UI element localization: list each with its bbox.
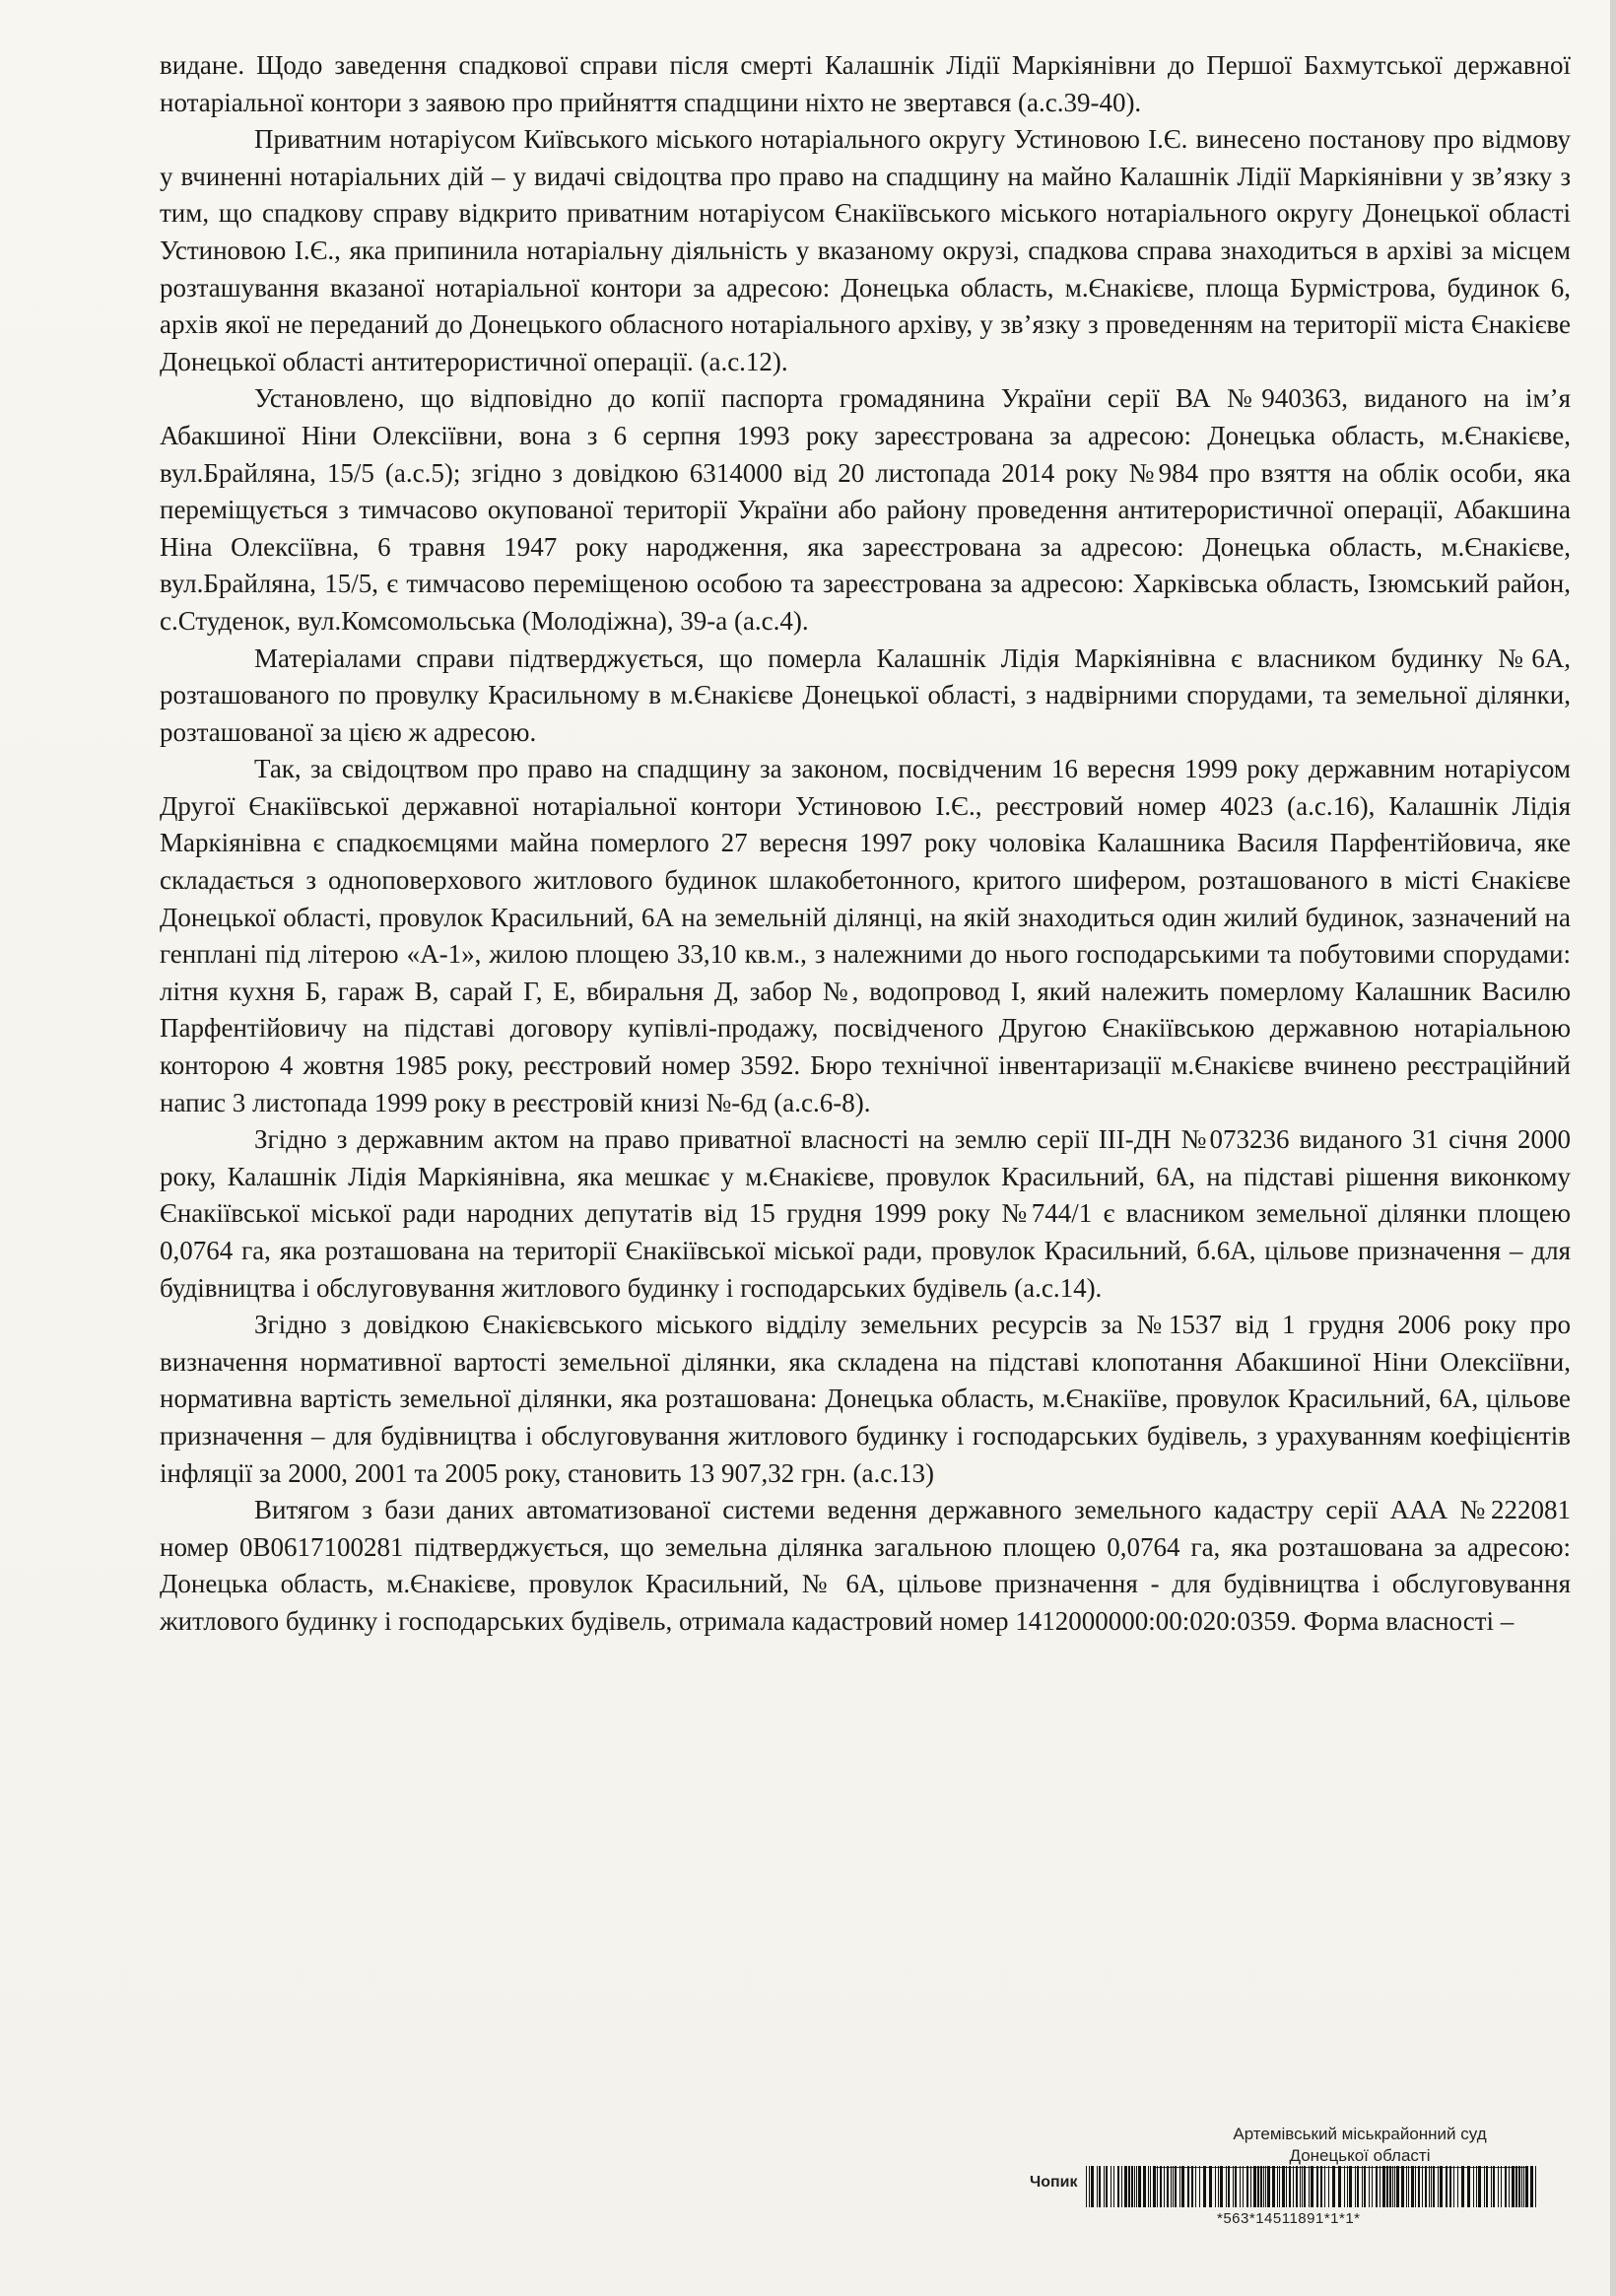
barcode-bar — [1382, 2166, 1385, 2207]
barcode-bar — [1246, 2166, 1248, 2207]
barcode-bar — [1332, 2166, 1335, 2207]
barcode-bar — [1164, 2166, 1165, 2207]
barcode-bar — [1235, 2166, 1237, 2207]
barcode-bar — [1461, 2166, 1464, 2207]
barcode-bar — [1535, 2166, 1536, 2207]
barcode-bar — [1406, 2166, 1407, 2207]
barcode-bar — [1097, 2166, 1098, 2207]
barcode-bar — [1418, 2166, 1420, 2207]
barcode-bar — [1282, 2166, 1285, 2207]
court-region-line: Донецької області — [1289, 2146, 1431, 2165]
court-name — [1197, 2124, 1522, 2167]
barcode-bar — [1257, 2166, 1259, 2207]
barcode-bar — [1491, 2166, 1492, 2207]
paragraph: Так, за свідоцтвом про право на спадщину за законом, посвідченим 16 вересня 1999 року державним нотаріусом Другої Єнакіївської державної нотаріальної контори Устиновою І.Є., реєстровий номер 4023 (а.с.16), Калашнік Лідія Маркіянівна є спадкоємцями майна померлого 27 вересня 1997 року чоловіка Калашника Василя Парфентійовича, яке складається з одноповерхового житлового будинок шлакобетонного, критого шифером, розташованого в місті Єнакієве Донецької області, провулок Красильний, 6А на земельній ділянці, на якій знаходиться один жилий будинок, зазначений на генплані під літерою «А-1», жилою площею 33,10 кв.м., з належними до нього господарськими та побутовими спорудами: літня кухня Б, гараж В, сарай Г, Е, вбиральня Д, забор №, водопровод І, який належить померлому Калашник Василю Парфентійовичу на підставі договору купівлі-продажу, посвідченого Другою Єнакіївською державною нотаріальною конторою 4 жовтня 1985 року, реєстровий номер 3592. Бюро технічної інвентаризації м.Єнакієве вчинено реєстраційний напис 3 листопада 1999 року в реєстровій книзі №-6д (а.с.6-8). — [160, 754, 1571, 1117]
barcode-bar — [1128, 2166, 1130, 2207]
barcode-bar — [1362, 2166, 1363, 2207]
barcode-bar — [1433, 2166, 1435, 2207]
barcode — [1086, 2166, 1537, 2207]
barcode-bar — [1484, 2166, 1485, 2207]
barcode-bar — [1392, 2166, 1393, 2207]
barcode-bar — [1233, 2166, 1234, 2207]
barcode-bar — [1191, 2166, 1193, 2207]
barcode-bar — [1157, 2166, 1158, 2207]
barcode-bar — [1369, 2166, 1370, 2207]
barcode-bar — [1523, 2166, 1524, 2207]
barcode-bar — [1293, 2166, 1294, 2207]
paragraph: видане. Щодо заведення спадкової справи після смерті Калашнік Лідії Маркіянівни до Першої Бахмутської державної нотаріальної контори з заявою про прийняття спадщини ніхто не звертався (а.с.39-40). — [160, 50, 1571, 117]
barcode-bar — [1422, 2166, 1423, 2207]
barcode-bar — [1376, 2166, 1378, 2207]
barcode-bar — [1220, 2166, 1223, 2207]
barcode-bar — [1113, 2166, 1114, 2207]
barcode-bar — [1401, 2166, 1404, 2207]
barcode-bar — [1134, 2166, 1135, 2207]
barcode-bar — [1300, 2166, 1301, 2207]
barcode-bar — [1347, 2166, 1348, 2207]
barcode-bar — [1106, 2166, 1108, 2207]
barcode-bar — [1438, 2166, 1439, 2207]
barcode-bar — [1296, 2166, 1298, 2207]
barcode-bar — [1277, 2166, 1278, 2207]
barcode-bar — [1509, 2166, 1510, 2207]
barcode-bar — [1530, 2166, 1533, 2207]
barcode-bar — [1525, 2166, 1528, 2207]
barcode-bar — [1429, 2166, 1430, 2207]
barcode-bar — [1086, 2166, 1087, 2207]
barcode-bar — [1260, 2166, 1262, 2207]
barcode-bar — [1286, 2166, 1287, 2207]
barcode-bar — [1265, 2166, 1266, 2207]
barcode-bar — [1215, 2166, 1216, 2207]
barcode-bar — [1117, 2166, 1119, 2207]
barcode-bar — [1364, 2166, 1366, 2207]
barcode-bar — [1175, 2166, 1177, 2207]
barcode-bar — [1440, 2166, 1443, 2207]
barcode-bar — [1089, 2166, 1090, 2207]
barcode-bar — [1518, 2166, 1520, 2207]
barcode-number: *563*14511891*1*1* — [1217, 2210, 1361, 2227]
barcode-bar — [1408, 2166, 1409, 2207]
barcode-bar — [1240, 2166, 1241, 2207]
barcode-bar — [1104, 2166, 1105, 2207]
barcode-bar — [1394, 2166, 1395, 2207]
court-name-line: Артемівський міськрайонний суд — [1233, 2125, 1487, 2143]
barcode-bar — [1099, 2166, 1101, 2207]
barcode-bar — [1160, 2166, 1162, 2207]
barcode-bar — [1493, 2166, 1495, 2207]
barcode-bar — [1316, 2166, 1318, 2207]
barcode-bar — [1349, 2166, 1352, 2207]
barcode-bar — [1473, 2166, 1474, 2207]
page-edge — [1610, 0, 1616, 2296]
barcode-bar — [1453, 2166, 1454, 2207]
barcode-bar — [1228, 2166, 1230, 2207]
barcode-bar — [1512, 2166, 1515, 2207]
barcode-bar — [1431, 2166, 1432, 2207]
barcode-bar — [1396, 2166, 1399, 2207]
barcode-bar — [1425, 2166, 1427, 2207]
barcode-bar — [1467, 2166, 1470, 2207]
barcode-bar — [1411, 2166, 1414, 2207]
barcode-bar — [1324, 2166, 1325, 2207]
barcode-bar — [1515, 2166, 1517, 2207]
court-stamp-footer — [1025, 2124, 1537, 2281]
barcode-bar — [1148, 2166, 1149, 2207]
barcode-bar — [1521, 2166, 1522, 2207]
barcode-bar — [1304, 2166, 1306, 2207]
barcode-bar — [1150, 2166, 1151, 2207]
barcode-bar — [1187, 2166, 1189, 2207]
barcode-bar — [1476, 2166, 1477, 2207]
paragraph: Установлено, що відповідно до копії паспорта громадянина України серії ВА №940363, виданого на ім’я Абакшиної Ніни Олексіївни, вона з 6 серпня 1993 року зареєстрована за адресою: Донецька область, м.Єнакієве, вул.Брайляна, 15/5 (а.с.5); згідно з довідкою 6314000 від 20 листопада 2014 року №984 про взяття на облік особи, яка переміщується з тимчасово окупованої території України або району проведення антитерористичної операції, Абакшина Ніна Олексіївна, 6 травня 1947 року народження, яка зареєстрована за адресою: Донецька область, м.Єнакієве, вул.Брайляна, 15/5, є тимчасово переміщеною особою та зареєстрована за адресою: Харківська область, Ізюмський район, с.Студенок, вул.Комсомольська (Молодіжна), 39-а (а.с.4). — [160, 383, 1571, 636]
barcode-bar — [1355, 2166, 1356, 2207]
barcode-bar — [1167, 2166, 1169, 2207]
barcode-bar — [1272, 2166, 1275, 2207]
barcode-bar — [1505, 2166, 1507, 2207]
barcode-bar — [1153, 2166, 1156, 2207]
barcode-bar — [1267, 2166, 1270, 2207]
barcode-bar — [1250, 2166, 1251, 2207]
barcode-bar — [1357, 2166, 1359, 2207]
paragraph: Згідно з державним актом на право приватної власності на землю серії ІІІ-ДН №073236 виданого 31 січня 2000 року, Калашнік Лідія Маркіянівна, яка мешкає у м.Єнакієве, провулок Красильний, 6А, на підставі рішення виконкому Єнакіївської міської ради народних депутатів від 15 грудня 1999 року №744/1 є власником земельної ділянки площею 0,0764 га, яка розташована на території Єнакіївської міської ради, провулок Красильний, б.6А, цільове призначення – для будівництва і обслуговування житлового будинку і господарських будівель (а.с.14). — [160, 1124, 1571, 1303]
barcode-bar — [1372, 2166, 1373, 2207]
barcode-bar — [1389, 2166, 1391, 2207]
barcode-bar — [1203, 2166, 1206, 2207]
barcode-bar — [1226, 2166, 1227, 2207]
barcode-bar — [1320, 2166, 1322, 2207]
barcode-bar — [1243, 2166, 1244, 2207]
barcode-bar — [1449, 2166, 1451, 2207]
barcode-bar — [1195, 2166, 1196, 2207]
barcode-bar — [1446, 2166, 1448, 2207]
barcode-bar — [1279, 2166, 1280, 2207]
barcode-bar — [1501, 2166, 1502, 2207]
barcode-bar — [1253, 2166, 1256, 2207]
barcode-bar — [1171, 2166, 1172, 2207]
barcode-bar — [1124, 2166, 1127, 2207]
barcode-bar — [1091, 2166, 1094, 2207]
paragraph: Згідно з довідкою Єнакієвського міського відділу земельних ресурсів за №1537 від 1 грудня 2006 року про визначення нормативної вартості земельної ділянки, яка складена на підставі клопотання Абакшиної Ніни Олексіївни, нормативна вартість земельної ділянки, яка розташована: Донецька область, м.Єнакіїве, провулок Красильний, 6А, цільове призначення – для будівництва і обслуговування житлового будинку і господарських будівель, з урахуванням коефіцієнтів інфляції за 2000, 2001 та 2005 року, становить 13 907,32 грн. (а.с.13) — [160, 1310, 1571, 1488]
barcode-bar — [1136, 2166, 1137, 2207]
barcode-bar — [1311, 2166, 1313, 2207]
barcode-bar — [1199, 2166, 1200, 2207]
barcode-bar — [1131, 2166, 1133, 2207]
barcode-bar — [1138, 2166, 1141, 2207]
barcode-bar — [1289, 2166, 1291, 2207]
paragraph: Матеріалами справи підтверджується, що померла Калашнік Лідія Маркіянівна є власником будинку №6А, розташованого по провулку Красильному в м.Єнакієве Донецької області, з надвірними спорудами, та земельної ділянки, розташованої за цією ж адресою. — [160, 642, 1571, 747]
barcode-bar — [1338, 2166, 1341, 2207]
barcode-bar — [1181, 2166, 1184, 2207]
barcode-bar — [1121, 2166, 1122, 2207]
barcode-bar — [1173, 2166, 1174, 2207]
barcode-bar — [1486, 2166, 1488, 2207]
barcode-bar — [1263, 2166, 1264, 2207]
barcode-bar — [1143, 2166, 1146, 2207]
barcode-bar — [1415, 2166, 1416, 2207]
barcode-bar — [1478, 2166, 1481, 2207]
sender-name: Чопик — [1030, 2174, 1078, 2191]
barcode-bar — [1386, 2166, 1388, 2207]
barcode-bar — [1179, 2166, 1180, 2207]
document-body — [160, 47, 1571, 1641]
paragraph: Витягом з бази даних автоматизованої системи ведення державного земельного кадастру серії ААА №222081 номер 0В0617100281 підтверджується, що земельна ділянка загальною площею 0,0764 га, яка розташована за адресою: Донецька область, м.Єнакієве, провулок Красильний, № 6А, цільове призначення - для будівництва і обслуговування житлового будинку і господарських будівель, отримала кадастровий номер 1412000000:00:020:0359. Форма власності – — [160, 1495, 1571, 1636]
barcode-bar — [1328, 2166, 1329, 2207]
barcode-bar — [1302, 2166, 1303, 2207]
barcode-bar — [1457, 2166, 1458, 2207]
barcode-bar — [1344, 2166, 1345, 2207]
barcode-bar — [1498, 2166, 1499, 2207]
barcode-bar — [1218, 2166, 1219, 2207]
paragraph: Приватним нотаріусом Київського міського нотаріального округу Устиновою І.Є. винесено постанову про відмову у вчиненні нотаріальних дій – у видачі свідоцтва про право на спадщину на майно Калашнік Лідії Маркіянівни у зв’язку з тим, що спадкову справу відкрито приватним нотаріусом Єнакіївського міського нотаріального округу Донецької області Устиновою І.Є., яка припинила нотаріальну діяльність у вказаному окрузі, спадкова справа знаходиться в архіві за місцем розташування вказаної нотаріальної контори за адресою: Донецька область, м.Єнакієве, площа Бурмістрова, будинок 6, архів якої не переданий до Донецького обласного нотаріального архіву, у зв’язку з проведенням на території міста Єнакієве Донецької області антитерористичної операції. (а.с.12). — [160, 124, 1571, 376]
barcode-bar — [1309, 2166, 1310, 2207]
barcode-bar — [1209, 2166, 1212, 2207]
